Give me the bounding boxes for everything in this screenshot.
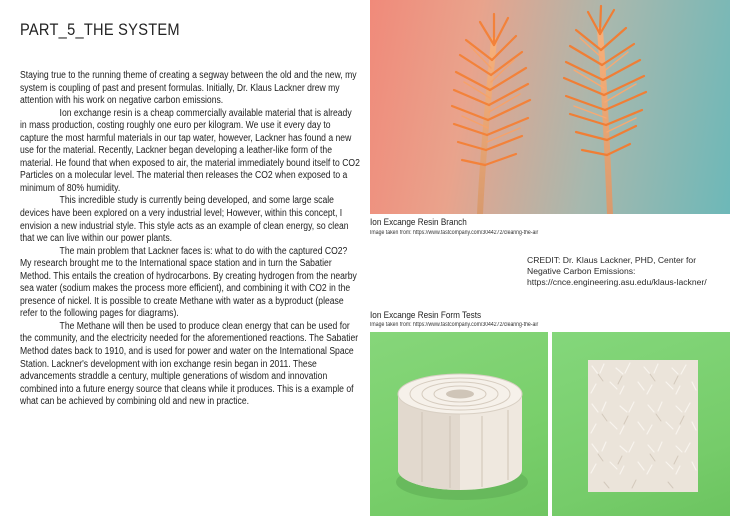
branch-caption: Ion Excange Resin Branch [370, 217, 467, 228]
resin-mat-photo [552, 332, 730, 516]
credit-link[interactable]: https://cnce.engineering.asu.edu/klaus-lackner/ [527, 277, 707, 288]
paragraph-methane: The Methane will then be used to produce clean energy that can be used for the community, and the electricity needed for the aforementioned reactions. The Sabatier Method dates back to 1910, and is used for power and water on the International Space Station. Lackner's development with ion exchange resin began in 2011. These advancements straddle a century, multiple generations of wisdom and innovation combined into a future energy source that cleans while it produces. This is a example of what can be achieved by combining old and new in practice. [20, 320, 359, 408]
resin-roll-illustration [370, 332, 548, 516]
resin-branch-photo [370, 0, 730, 214]
paragraph-industrial: This incredible study is currently being developed, and some large scale devices have been explored on a very industrial level; However, within this concept, I envision a new industrial style. This style acts as an example of clean energy, so clean that we can live within our power plants. [20, 195, 349, 245]
form-tests-source: Image taken from: https://www.fastcompany.com/3044272/clearing-the-air [370, 322, 539, 328]
resin-branch-illustration [370, 0, 730, 214]
credit-block [527, 255, 727, 289]
credit-text: CREDIT: Dr. Klaus Lackner, PHD, Center for Negative Carbon Emissions: [527, 255, 697, 277]
left-branch [452, 14, 530, 214]
paragraph-intro: Staying true to the running theme of creating a segway between the old and the new, my system is coupling of past and present formulas. Initially, Dr. Klaus Lackner drew my attention with his work on negative carbon emissions. [20, 70, 357, 107]
paragraph-sabatier: The main problem that Lackner faces is: what to do with the captured CO2? My research brought me to the International space station and in turn the Sabatier Method. This entails the creation of hydrocarbons. By creating hydrogen from the nearby sea water (sodium makes the process more efficient), and combining it with CO2 in the presence of nickel. It is possible to create Methane with water as a byproduct (please refer to the following pages for diagrams). [20, 245, 357, 320]
resin-mat-illustration [552, 332, 730, 516]
resin-roll-photo [370, 332, 548, 516]
branch-source: Image taken from: https://www.fastcompany.com/3044272/clearing-the-air [370, 230, 539, 236]
page-title: PART_5_THE SYSTEM [20, 20, 180, 39]
form-tests-caption: Ion Excange Resin Form Tests [370, 310, 482, 321]
body-text [20, 70, 361, 409]
paragraph-resin: Ion exchange resin is a cheap commercially available material that is already in mass production, costing roughly one euro per kilogram. We use it every day to capture the most harmful materials in our tap water, however, Lackner has found a new use for the material. Recently, Lackner began developing a leather-like form of the material. He found that when exposed to air, the material immediately bound itself to CO2 Particles on a molecular level. The material then releases the CO2 when exposed to a minimum of 80% humidity. [20, 107, 360, 194]
right-branch [564, 6, 646, 214]
